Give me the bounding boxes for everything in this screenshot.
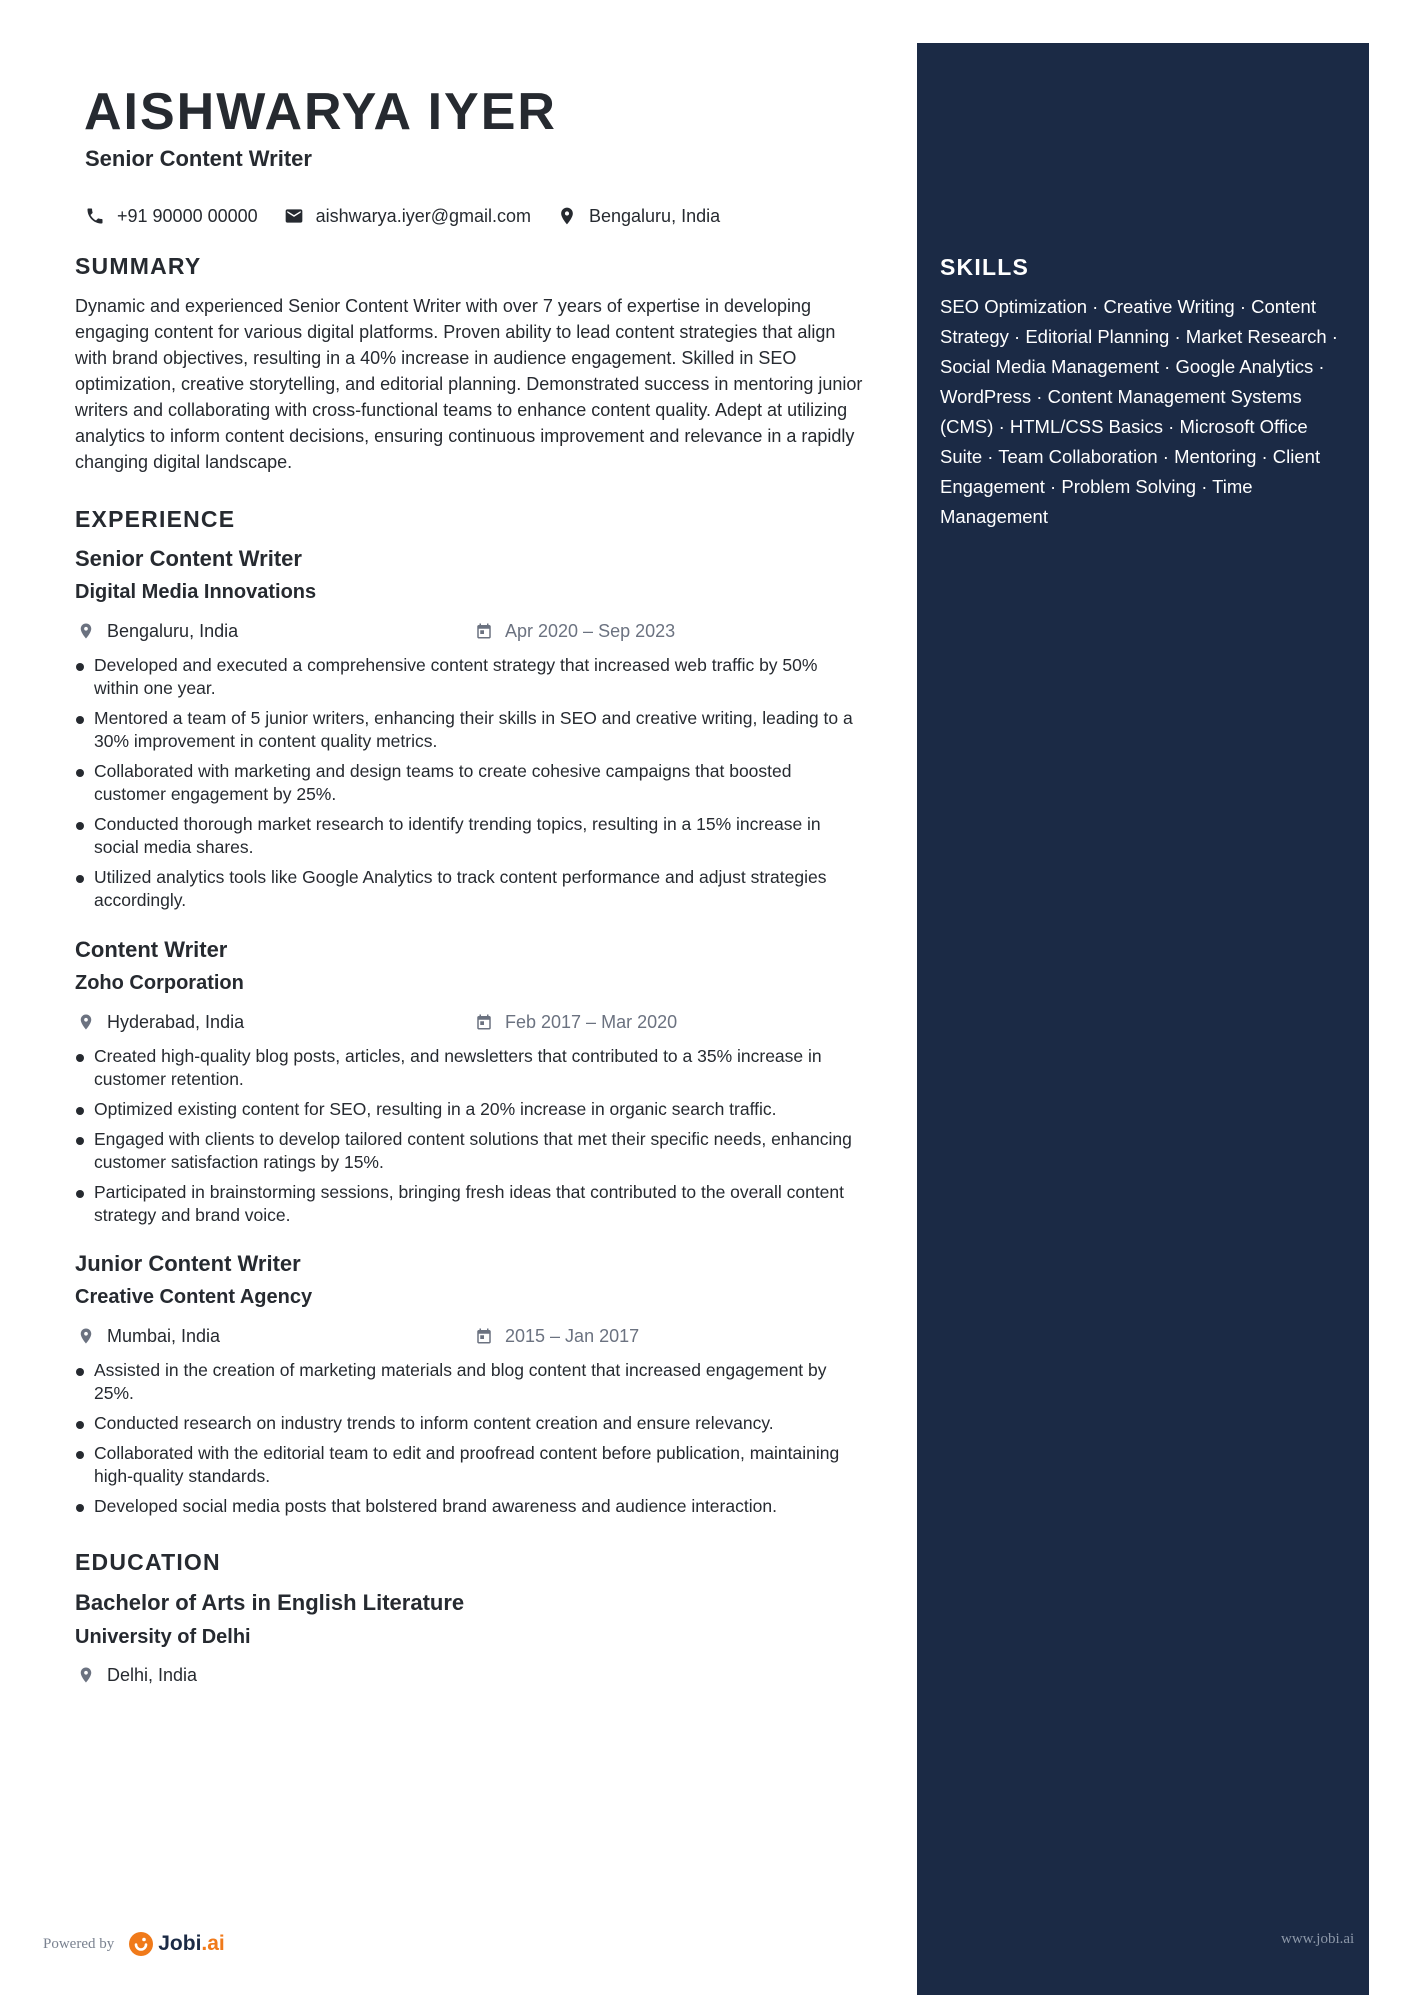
job-dates — [475, 619, 675, 643]
list-item: Utilized analytics tools like Google Analytics to track content performance and adjust strategies accordingly. — [75, 866, 865, 912]
contact-email — [284, 206, 531, 227]
list-item: Created high-quality blog posts, articles, and newsletters that contributed to a 35% increase in customer retention. — [75, 1045, 865, 1091]
list-item: Participated in brainstorming sessions, bringing fresh ideas that contributed to the overall content strategy and brand voice. — [75, 1181, 865, 1227]
list-item: Developed social media posts that bolstered brand awareness and audience interaction. — [75, 1495, 865, 1518]
skills-list: SEO Optimization · Creative Writing · Content Strategy · Editorial Planning · Market Research · Social Media Management · Google Analytics · WordPress · Content Management Systems (CMS) · HTML/CSS Basics · Microsoft Office Suite · Team Collaboration · Mentoring · Client Engagement · Problem Solving · Time Management — [940, 296, 1338, 527]
powered-by — [43, 1931, 225, 1957]
location-pin-icon — [77, 1327, 95, 1345]
location-pin-icon — [77, 1666, 95, 1684]
job-dates-text: Apr 2020 – Sep 2023 — [505, 620, 676, 641]
job-dates — [475, 1324, 639, 1348]
job-location — [77, 1010, 244, 1034]
contact-location — [557, 206, 720, 227]
education-heading: EDUCATION — [75, 1549, 221, 1575]
list-item: Mentored a team of 5 junior writers, enhancing their skills in SEO and creative writing, leading to a 30% improvement in content quality metrics. — [75, 707, 865, 753]
list-item: Conducted thorough market research to identify trending topics, resulting in a 15% increase in social media shares. — [75, 813, 865, 859]
contact-row — [85, 203, 746, 229]
job-company: Digital Media Innovations — [75, 581, 317, 603]
job-title: Content Writer — [75, 937, 228, 962]
education-degree: Bachelor of Arts in English Literature — [75, 1590, 465, 1615]
job-title: Senior Content Writer — [75, 546, 302, 571]
education-school: University of Delhi — [75, 1626, 251, 1648]
calendar-icon — [475, 1327, 493, 1345]
job-location-text: Hyderabad, India — [107, 1011, 245, 1032]
summary-text: Dynamic and experienced Senior Content Writer with over 7 years of expertise in developing engaging content for various digital platforms. Proven ability to lead content strategies that align with brand objectives, resulting in a 40% increase in audience engagement. Skilled in SEO optimization, creative storytelling, and editorial planning. Demonstrated success in mentoring junior writers and collaborating with cross-functional teams to enhance content quality. Adept at utilizing analytics to inform content decisions, ensuring continuous improvement and relevance in a rapidly changing digital landscape. — [75, 296, 863, 472]
location-pin-icon — [557, 206, 577, 226]
job-dates — [475, 1010, 677, 1034]
list-item: Collaborated with marketing and design teams to create cohesive campaigns that boosted customer engagement by 25%. — [75, 760, 865, 806]
calendar-icon — [475, 622, 493, 640]
phone-number: +91 90000 00000 — [117, 205, 258, 226]
job-company: Zoho Corporation — [75, 972, 244, 994]
job-dates-text: 2015 – Jan 2017 — [505, 1325, 640, 1346]
list-item: Optimized existing content for SEO, resulting in a 20% increase in organic search traffic. — [75, 1098, 865, 1121]
job-location-text: Bengaluru, India — [107, 620, 239, 641]
skills-heading: SKILLS — [940, 254, 1029, 280]
job-dates-text: Feb 2017 – Mar 2020 — [505, 1011, 678, 1032]
candidate-role: Senior Content Writer — [85, 146, 312, 171]
job-bullets — [75, 1359, 865, 1525]
phone-icon — [85, 206, 105, 226]
summary-heading: SUMMARY — [75, 253, 202, 279]
education-location — [77, 1663, 197, 1687]
education-location-text: Delhi, India — [107, 1664, 198, 1685]
website-link[interactable]: www.jobi.ai — [1281, 1931, 1355, 1947]
location-pin-icon — [77, 1013, 95, 1031]
calendar-icon — [475, 1013, 493, 1031]
list-item: Collaborated with the editorial team to edit and proofread content before publication, maintaining high-quality standards. — [75, 1442, 865, 1488]
job-bullets — [75, 1045, 865, 1234]
job-location — [77, 619, 238, 643]
job-bullets — [75, 654, 865, 919]
list-item: Engaged with clients to develop tailored content solutions that met their specific needs, enhancing customer satisfaction ratings by 15%. — [75, 1128, 865, 1174]
contact-phone — [85, 206, 258, 227]
email-icon — [284, 206, 304, 226]
job-title: Junior Content Writer — [75, 1251, 301, 1276]
email-address: aishwarya.iyer@gmail.com — [315, 205, 531, 226]
location-text: Bengaluru, India — [589, 205, 721, 226]
job-company: Creative Content Agency — [75, 1286, 313, 1308]
powered-by-label: Powered by — [43, 1935, 115, 1952]
experience-heading: EXPERIENCE — [75, 506, 236, 532]
jobi-logo-icon — [128, 1931, 154, 1957]
list-item: Developed and executed a comprehensive content strategy that increased web traffic by 50% within one year. — [75, 654, 865, 700]
job-location-text: Mumbai, India — [107, 1325, 221, 1346]
brand-name: Jobi.ai — [158, 1932, 225, 1955]
location-pin-icon — [77, 622, 95, 640]
brand-logo[interactable] — [128, 1931, 225, 1957]
list-item: Assisted in the creation of marketing materials and blog content that increased engagement by 25%. — [75, 1359, 865, 1405]
candidate-name: AISHWARYA IYER — [84, 83, 557, 141]
list-item: Conducted research on industry trends to inform content creation and ensure relevancy. — [75, 1412, 865, 1435]
job-location — [77, 1324, 220, 1348]
